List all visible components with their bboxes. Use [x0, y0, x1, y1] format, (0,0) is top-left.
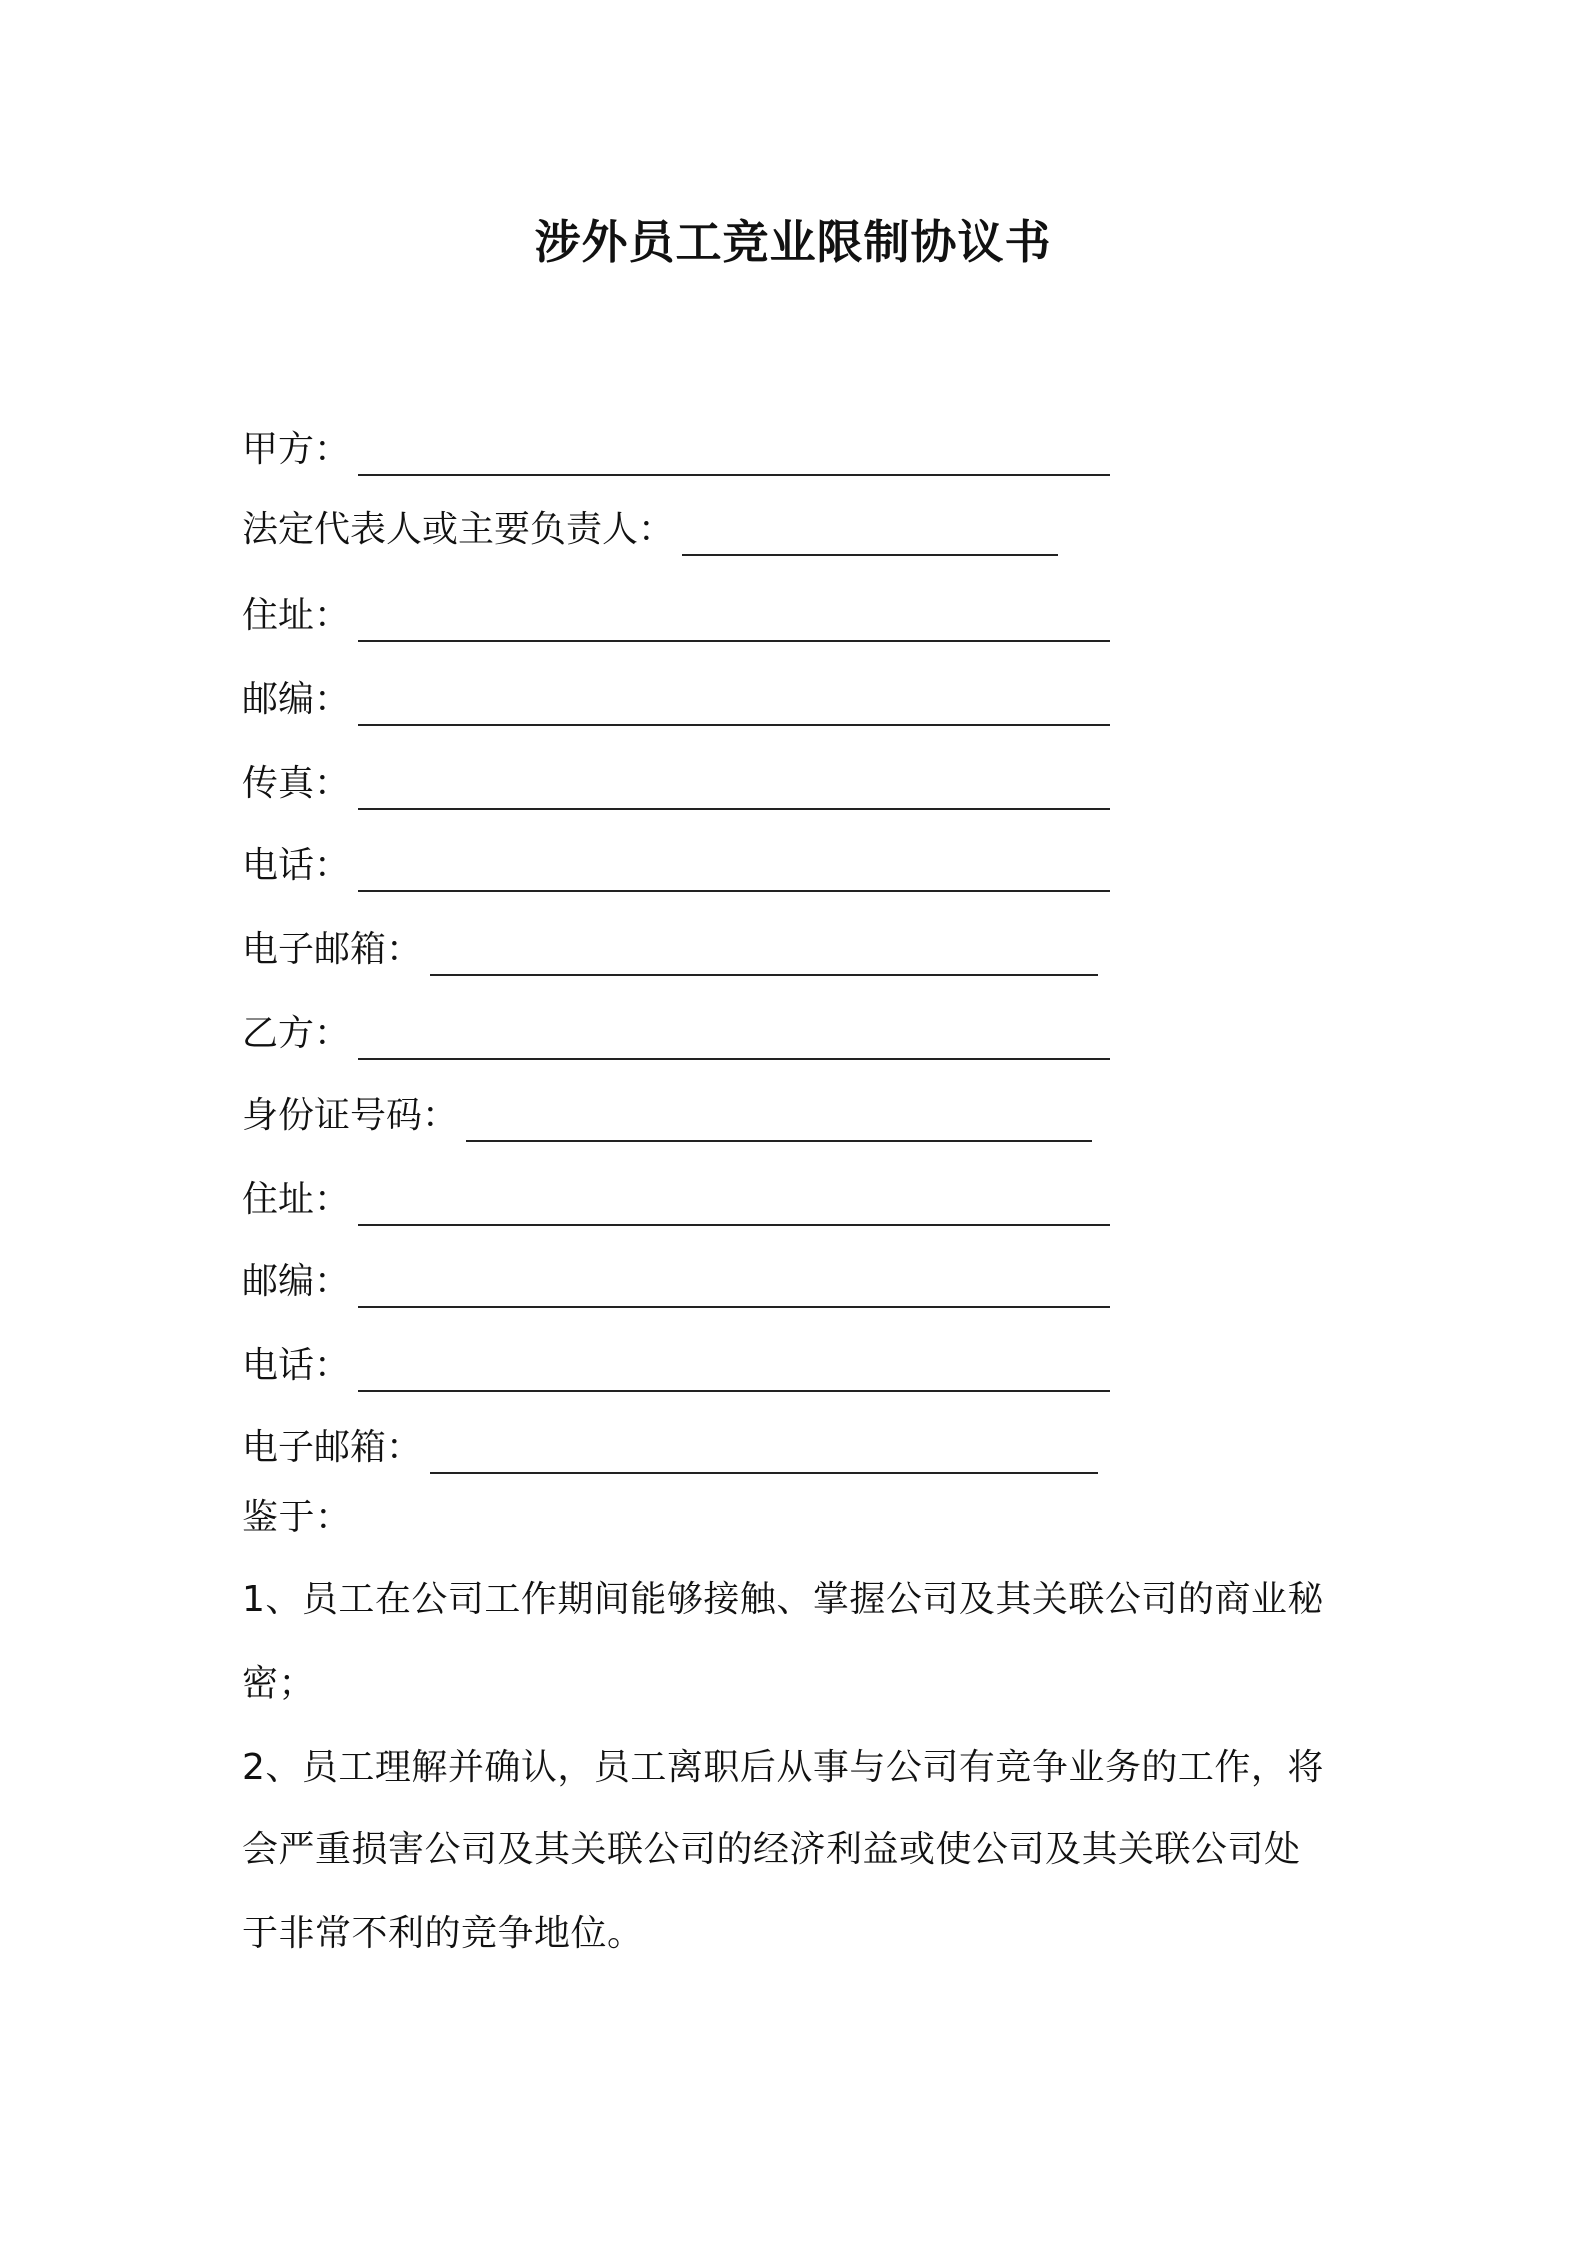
party-a-address-blank[interactable] — [358, 596, 1110, 642]
party-b-name-label: 乙方： — [242, 1013, 351, 1054]
document-title: 涉外员工竞业限制协议书 — [534, 215, 1052, 269]
party-a-representative-field — [242, 500, 1058, 556]
party-a-phone-field — [242, 836, 1110, 892]
whereas-heading: 鉴于： — [242, 1497, 352, 1538]
clause-2-line-2: 会严重损害公司及其关联公司的经济利益或使公司及其关联公司处 — [242, 1829, 1301, 1870]
party-a-representative-blank[interactable] — [682, 510, 1058, 556]
party-b-postcode-label: 邮编： — [242, 1261, 351, 1302]
party-a-email-label: 电子邮箱： — [242, 929, 423, 970]
party-a-name-blank[interactable] — [358, 430, 1110, 476]
party-a-name-field — [242, 420, 1110, 476]
clause-1-line-1: 1、员工在公司工作期间能够接触、掌握公司及其关联公司的商业秘 — [242, 1579, 1324, 1620]
party-a-phone-blank[interactable] — [358, 846, 1110, 892]
party-a-fax-blank[interactable] — [358, 764, 1110, 810]
clause-1-line-2: 密； — [242, 1663, 316, 1704]
party-b-phone-field — [242, 1336, 1110, 1392]
party-b-address-blank[interactable] — [358, 1180, 1110, 1226]
party-b-postcode-field — [242, 1252, 1110, 1308]
party-a-email-field — [242, 920, 1098, 976]
party-a-phone-label: 电话： — [242, 845, 351, 886]
party-a-name-label: 甲方： — [242, 429, 351, 470]
party-a-postcode-blank[interactable] — [358, 680, 1110, 726]
party-a-email-blank[interactable] — [430, 930, 1098, 976]
clause-2-line-1: 2、员工理解并确认，员工离职后从事与公司有竞争业务的工作，将 — [242, 1747, 1324, 1788]
party-b-postcode-blank[interactable] — [358, 1262, 1110, 1308]
party-b-phone-blank[interactable] — [358, 1346, 1110, 1392]
party-b-address-field — [242, 1170, 1110, 1226]
party-a-address-label: 住址： — [242, 595, 351, 636]
party-a-address-field — [242, 586, 1110, 642]
party-b-address-label: 住址： — [242, 1179, 351, 1220]
party-a-fax-label: 传真： — [242, 763, 351, 804]
party-b-phone-label: 电话： — [242, 1345, 351, 1386]
party-b-name-field — [242, 1004, 1110, 1060]
party-b-name-blank[interactable] — [358, 1014, 1110, 1060]
party-b-id-field — [242, 1086, 1092, 1142]
party-a-fax-field — [242, 754, 1110, 810]
party-a-postcode-field — [242, 670, 1110, 726]
clause-2-line-3: 于非常不利的竞争地位。 — [242, 1913, 644, 1954]
party-a-postcode-label: 邮编： — [242, 679, 351, 720]
party-b-email-blank[interactable] — [430, 1428, 1098, 1474]
party-b-email-field — [242, 1418, 1098, 1474]
party-b-email-label: 电子邮箱： — [242, 1427, 423, 1468]
party-a-representative-label: 法定代表人或主要负责人： — [242, 509, 675, 550]
party-b-id-blank[interactable] — [466, 1096, 1092, 1142]
party-b-id-label: 身份证号码： — [242, 1095, 459, 1136]
